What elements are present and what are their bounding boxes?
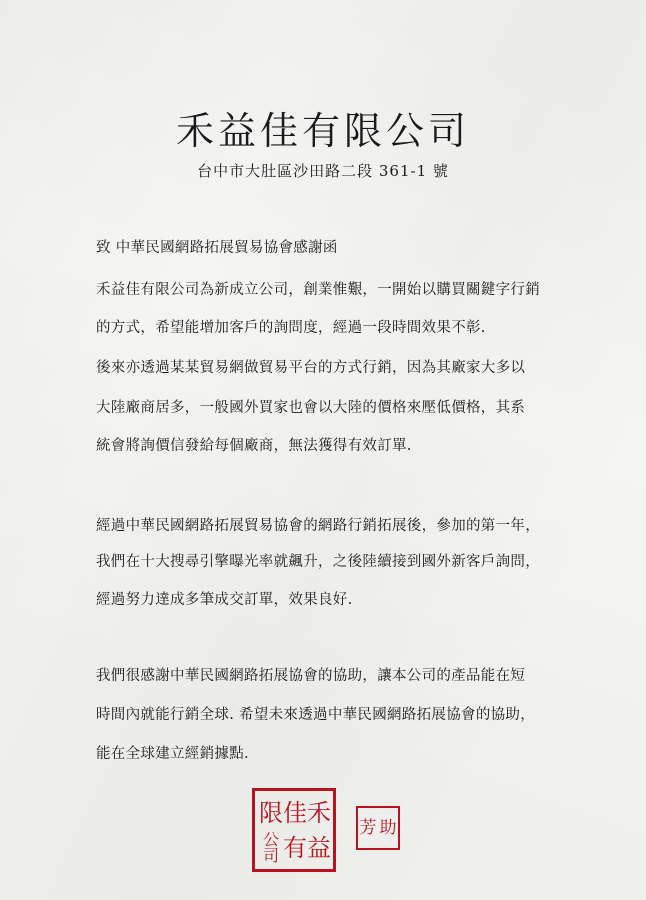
- seal-char: 助: [379, 817, 397, 838]
- body-line: 統會將詢價信發給每個廠商，無法獲得有效訂單.: [96, 438, 412, 454]
- body-line: 時間內就能行銷全球. 希望未來透過中華民國網路拓展協會的協助，: [96, 707, 536, 723]
- seal-char: 公司: [262, 829, 279, 865]
- body-line: 我們在十大搜尋引擎曝光率就飆升，之後陸續接到國外新客戶詢問，: [96, 554, 540, 570]
- seal-char: 芳: [359, 817, 377, 838]
- body-line: 我們很感謝中華民國網路拓展協會的協助，讓本公司的產品能在短: [96, 668, 526, 684]
- company-address: 台中市大肚區沙田路二段 361-1 號: [197, 162, 449, 180]
- seal-char: 禾: [307, 798, 331, 827]
- body-line: 的方式，希望能增加客戶的詢問度，經過一段時間效果不彰.: [96, 320, 486, 336]
- seal-char: 益: [307, 833, 331, 862]
- body-line: 後來亦透過某某貿易網做貿易平台的方式行銷，因為其廠家大多以: [96, 360, 526, 376]
- body-line: 經過努力達成多筆成交訂單，效果良好.: [96, 592, 353, 608]
- body-line: 大陸廠商居多，一般國外買家也會以大陸的價格來壓低價格，其系: [96, 400, 526, 416]
- seal-char: 有: [283, 833, 307, 862]
- body-line: 經過中華民國網路拓展貿易協會的網路行銷拓展後，參加的第一年，: [96, 518, 540, 534]
- seal-char: 限: [259, 798, 283, 827]
- company-name: 禾益佳有限公司: [175, 109, 470, 153]
- seal-char: 佳: [283, 798, 307, 827]
- salutation: 致 中華民國網路拓展貿易協會感謝函: [96, 240, 338, 256]
- company-seal-stamp: [252, 788, 336, 872]
- body-line: 能在全球建立經銷據點.: [96, 746, 249, 762]
- personal-seal-stamp: [356, 806, 400, 850]
- body-line: 禾益佳有限公司為新成立公司，創業惟艱，一開始以購買關鍵字行銷: [96, 282, 540, 298]
